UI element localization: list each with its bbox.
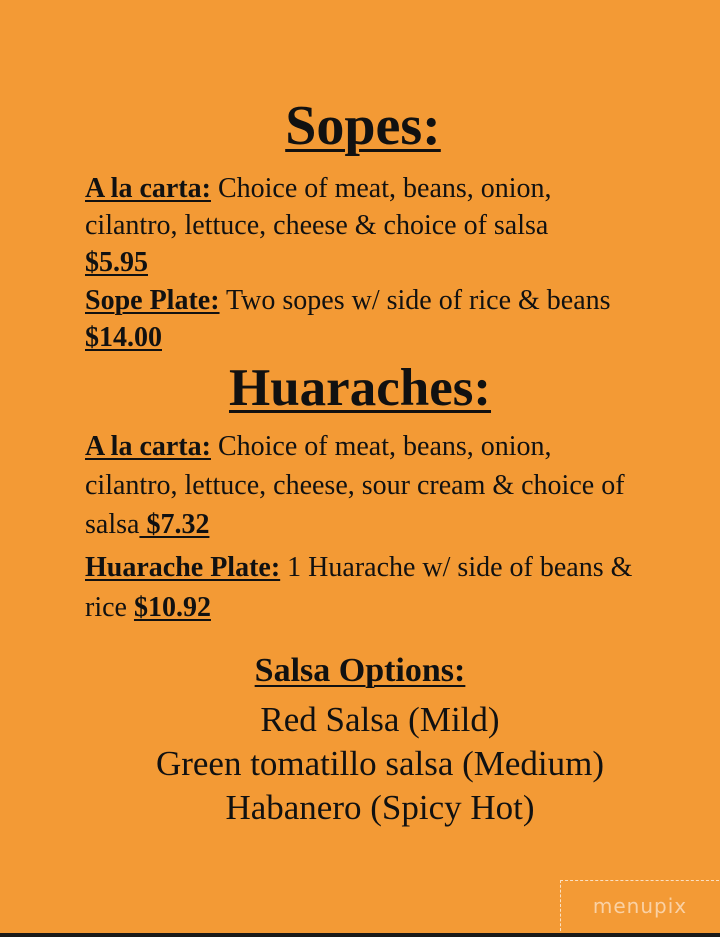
sopes-a-la-carta-label: A la carta: [85, 173, 211, 204]
sope-plate-item [85, 282, 645, 356]
sope-plate-description: Two sopes w/ side of rice & beans [219, 285, 611, 316]
bottom-border [0, 933, 720, 937]
huaraches-a-la-carta-label: A la carta: [85, 431, 211, 462]
salsa-option-habanero: Habanero (Spicy Hot) [225, 788, 535, 827]
huaraches-a-la-carta-description: Choice of meat, beans, onion, cilantro, lettuce, cheese, sour cream & choice of salsa [85, 431, 625, 540]
huarache-plate-item [85, 548, 645, 628]
huaraches-a-la-carta-item [85, 427, 645, 544]
sope-plate-price: $14.00 [85, 322, 162, 353]
huarache-plate-description: 1 Huarache w/ side of beans & rice [85, 552, 633, 623]
huaraches-a-la-carta-price: $7.32 [139, 509, 210, 540]
huarache-plate-price: $10.92 [133, 592, 211, 623]
sopes-a-la-carta-description: Choice of meat, beans, onion, cilantro, lettuce, cheese & choice of salsa [85, 173, 552, 241]
salsa-option-green-tomatillo: Green tomatillo salsa (Medium) [155, 744, 605, 783]
sopes-a-la-carta-item [85, 170, 645, 281]
menupix-watermark: menupix [560, 880, 719, 931]
sopes-a-la-carta-price: $5.95 [85, 247, 148, 278]
sopes-heading: Sopes: [285, 95, 441, 157]
huaraches-heading: Huaraches: [228, 359, 492, 417]
salsa-options-heading: Salsa Options: [254, 652, 466, 689]
sope-plate-label: Sope Plate: [85, 285, 220, 316]
salsa-option-red: Red Salsa (Mild) [260, 700, 500, 739]
salsa-options-list [0, 698, 720, 830]
huarache-plate-label: Huarache Plate: [85, 552, 281, 583]
